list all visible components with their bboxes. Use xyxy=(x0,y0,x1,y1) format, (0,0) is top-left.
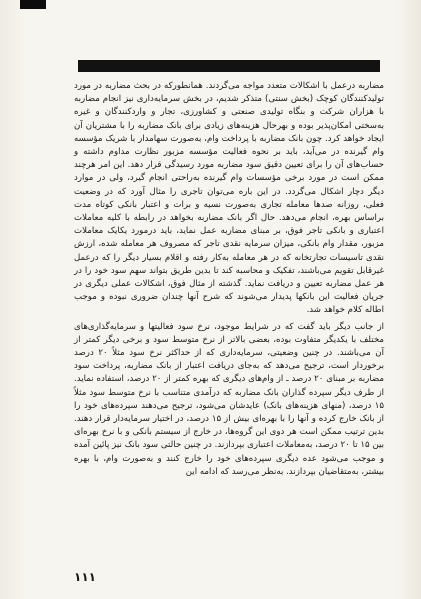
paragraph-1: مضاربه درعمل با اشکالات متعدد مواجه می‌گردند. همانطورکه در بحث مضاربه در مورد تولیدکنندگان کوچک (بخش سنتی) متذکر شدیم، در بخش سرمایه‌داری نیز انجام مضاربه با هزاران شرکت و بنگاه تولیدی صنعتی و کشاورزی، تجار و واردکنندگان و غیره به‌سختی امکان‌پذیر بوده و بهرحال هزینه‌های زیادی برای بانک مضاربه را با مشتریان آن ایجاد خواهد کرد. چون بانک مضاربه با پرداخت وام، به‌صورت سهامدار با شریک مؤسسه وام گیرنده در می‌آید، باید بر نحوه فعالیت مؤسسه مزبور نظارت مداوم داشته و حساب‌های آن را برای تعیین دقیق سود مضاربه مورد رسیدگی قرار دهد. این امر هرچند ممکن است در مورد برخی مؤسسات وام گیرنده به‌راحتی انجام گیرد، ولی در موارد دیگر دچار اشکال می‌گردد. در این باره می‌توان تاجری را مثال آورد که در وضعیت فعلی، روزانه صدها معامله تجاری به‌صورت نسیه و برات و اعتبار بانکی کوتاه مدت براساس بهره، انجام می‌دهد. حال اگر بانک مضاربه بخواهد در رابطه با کلیه معاملات اعتباری و بانکی تاجر فوق، بر مبنای مضاربه عمل نماید، باید درمورد یکایک معاملات مزبور، مقدار وام بانکی، میزان سرمایه نقدی تاجر که مصروف هر معامله شده، ارزش نقدی تاسیسات تجارتخانه که در هر معامله به‌کار رفته و اقلام بسیار دیگر را که درعمل غیرقابل تقویم می‌باشند، تفکیک و محاسبه کند تا بدین طریق بتواند سهم سود خود را در هر عمل مضاربه تعیین و دریافت نماید. گذشته از مثال فوق، اشکالات عملی دیگری در جریان فعالیت این بانکها پدیدار می‌شوند که شرح آنها چندان ضروری نبوده و موجب اطاله کلام خواهد شد. xyxy=(74,81,384,316)
paragraph-2: از جانب دیگر باید گفت که در شرایط موجود، نرخ سود فعالیتها و سرمایه‌گذاری‌های مختلف با یکدیگر متفاوت بوده، بعضی بالاتر از نرخ متوسط سود و برخی دیگر کمتر از آن می‌باشند. در چنین وضعیتی، سرمایه‌داری که از حداکثر نرخ سود مثلاً ۲۰ درصد برخوردار است، ترجیح می‌دهد که به‌جای دریافت اعتبار از بانک مضاربه، پرداخت سود مضاربه بر مبنای ۲۰ درصد ـ از وام‌های دیگری که بهره کمتر از ۲۰ درصد، استفاده نماید. از طرف دیگر سپرده گذاران بانک مضاربه که درآمدی متناسب با نرخ متوسط سود مثلاً ۱۵ درصد، (منهای هزینه‌های بانک) عایدشان می‌شود، ترجیح می‌دهند سپرده‌های خود را از بانک خارج کرده و آنها را با بهره‌ای بیش از ۱۵ درصد، در اختیار سرمایه‌دار قرار دهند. بدین ترتیب ممکن است هر دوی این گروه‌ها، در خارج از سیستم بانکی و با نرخ بهره‌ای بین ۱۵ تا ۲۰ درصد، به‌معاملات اعتباری بپردازند. در چنین حالتی سود بانک نیز پائین آمده و موجب می‌شود عده دیگری سپرده‌های خود را خارج کنند و به‌صورت وام، با بهره بیشتر، به‌متقاضیان بپردازند. به‌نظر می‌رسد که ادامه این xyxy=(74,321,384,477)
body-text xyxy=(74,80,384,479)
header-bar xyxy=(78,60,380,72)
page-number: ۱۱۱ xyxy=(74,570,96,584)
corner-mark xyxy=(20,0,46,9)
